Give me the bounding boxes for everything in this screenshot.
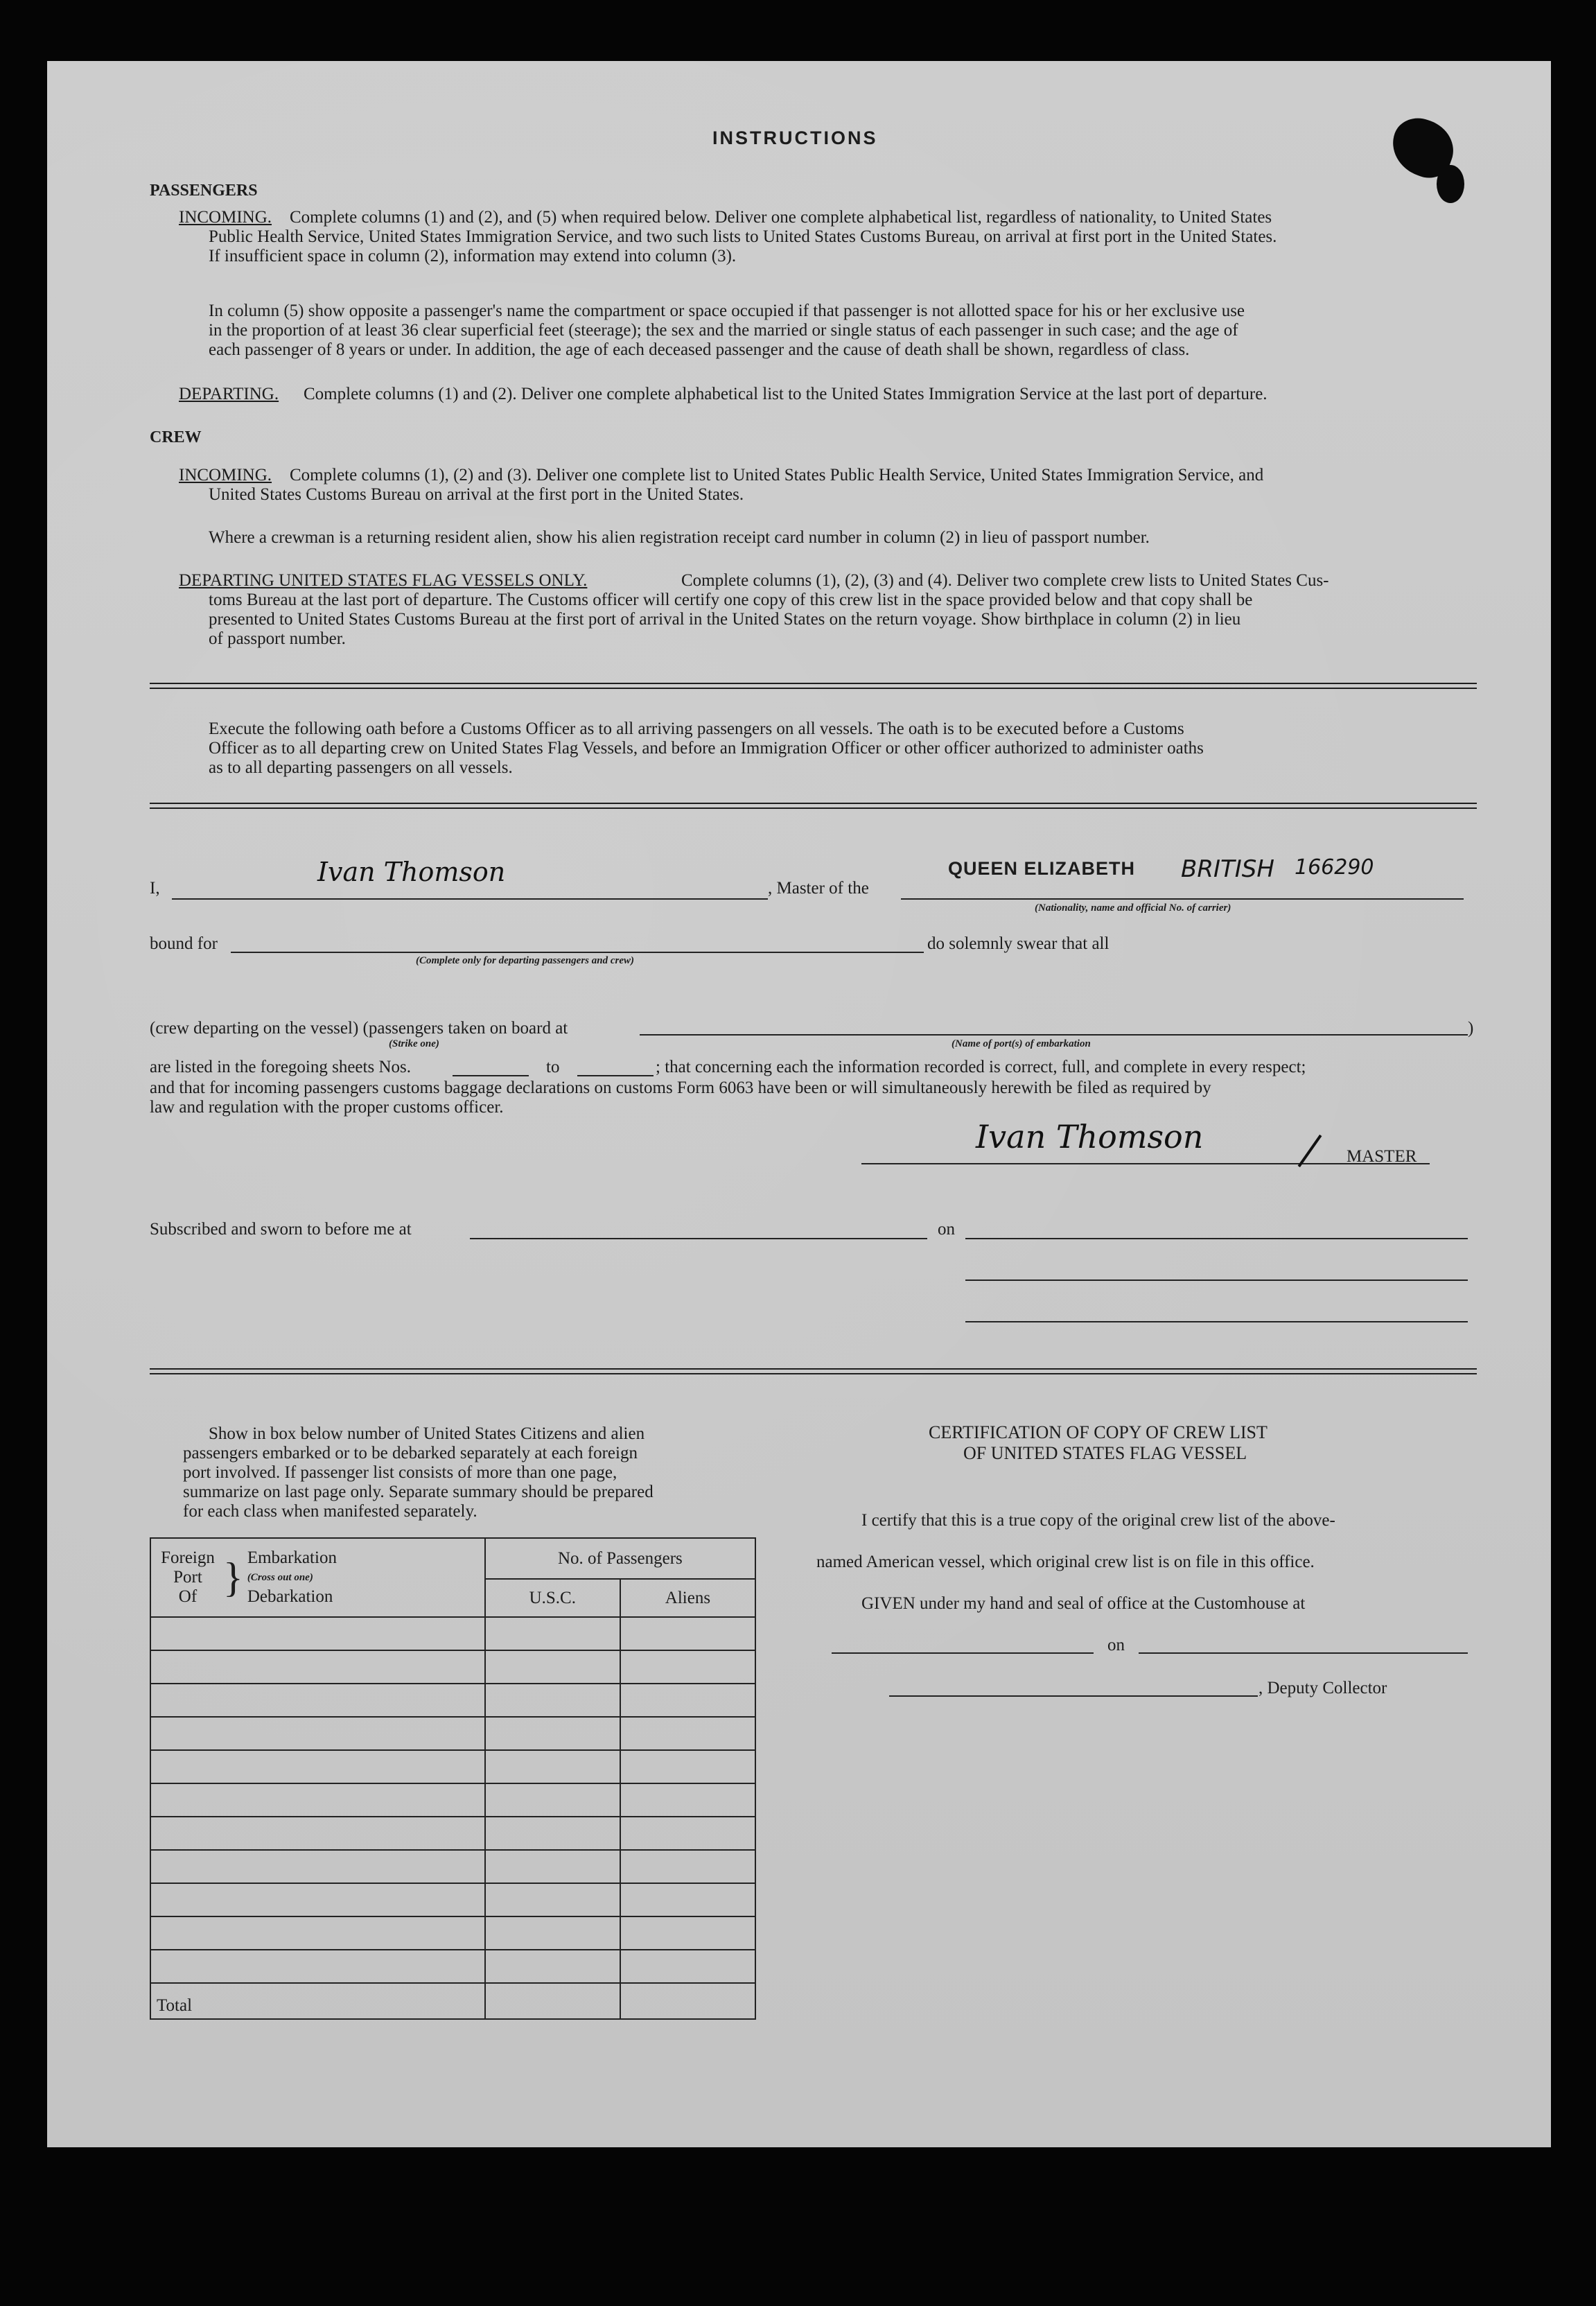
subscribed-label: Subscribed and sworn to before me at [150, 1220, 412, 1239]
table-row [150, 1684, 755, 1717]
summary-header-port [150, 1538, 485, 1617]
col-debarkation: Debarkation [247, 1587, 333, 1606]
section-divider-1 [150, 683, 1477, 689]
table-row [150, 1883, 755, 1916]
brace: } [223, 1555, 243, 1600]
crew-departing-line-3: presented to United States Customs Bureau at the first port of arrival in the United States on the return voyage. Show birthplace in column (2) in lieu [209, 610, 1241, 629]
certification-date-field-line [1139, 1652, 1468, 1654]
port-caption: (Name of port(s) of embarkation [952, 1038, 1091, 1049]
officer-signature-line-1 [965, 1279, 1468, 1281]
subscribed-date-field-line [965, 1238, 1468, 1239]
sheets-rest: ; that concerning each the information recorded is correct, full, and complete in every respect; [656, 1058, 1306, 1076]
crew-resident-alien: Where a crewman is a returning resident alien, show his alien registration receipt card number in column (2) in lieu of passport number. [209, 528, 1150, 547]
passengers-incoming-line-2: Public Health Service, United States Immigration Service, and two such lists to United States Customs Bureau, on arrival at first port in the United States. [209, 227, 1277, 246]
column5-line-3: each passenger of 8 years or under. In addition, the age of each deceased passenger and the cause of death shall be shown, regardless of class. [209, 340, 1190, 359]
bound-for-field-line [231, 952, 924, 953]
oath-master-of-label: , Master of the [768, 879, 869, 898]
passengers-departing-text: Complete columns (1) and (2). Deliver one complete alphabetical list to the United States Immigration Service at the last port of departure. [304, 385, 1268, 403]
crew-departing-line-1: Complete columns (1), (2), (3) and (4). Deliver two complete crew lists to United States Cus- [681, 571, 1329, 590]
master-signature-2: Ivan Thomson [976, 1118, 1204, 1155]
master-signature-1: Ivan Thomson [317, 857, 506, 887]
sheets-label: are listed in the foregoing sheets Nos. [150, 1058, 411, 1076]
summary-instruction-line-5: for each class when manifested separately. [183, 1502, 477, 1521]
oath-line-3: law and regulation with the proper customs officer. [150, 1098, 504, 1117]
certification-heading-1: CERTIFICATION OF COPY OF CREW LIST [929, 1422, 1268, 1442]
vessel-official-number: 166290 [1295, 855, 1374, 880]
passengers-incoming-line-1: Complete columns (1) and (2), and (5) when required below. Deliver one complete alphabetical list, regardless of nationality, to United States [290, 208, 1272, 227]
officer-signature-line-2 [965, 1321, 1468, 1322]
table-row [150, 1750, 755, 1783]
passengers-incoming-line-3: If insufficient space in column (2), information may extend into column (3). [209, 247, 737, 265]
passengers-heading: PASSENGERS [150, 182, 258, 200]
summary-instruction-line-3: port involved. If passenger list consists of more than one page, [183, 1463, 617, 1482]
strike-caption: (Strike one) [389, 1038, 439, 1049]
crew-incoming-label: INCOMING. [179, 466, 272, 484]
col-no-of-passengers: No. of Passengers [485, 1538, 755, 1579]
oath-instruction-line-1: Execute the following oath before a Customs Officer as to all arriving passengers on all vessels. The oath is to be executed before a Customs [209, 719, 1184, 738]
table-row [150, 1950, 755, 1983]
vessel-field-line [901, 898, 1464, 900]
col-usc: U.S.C. [485, 1579, 620, 1617]
col-embarkation: Embarkation [247, 1548, 337, 1567]
oath-line-2: and that for incoming passengers customs baggage declarations on customs Form 6063 have been or will simultaneously herewith be filed as required by [150, 1078, 1211, 1097]
document-page [47, 61, 1551, 2147]
table-row [150, 1783, 755, 1817]
port-field-line [640, 1034, 1468, 1036]
col-of: Of [178, 1587, 198, 1606]
sheets-from-field-line [453, 1075, 529, 1076]
summary-instruction-line-2: passengers embarked or to be debarked separately at each foreign [183, 1444, 638, 1462]
crew-departing-line-4: of passport number. [209, 629, 346, 648]
certification-line-1: I certify that this is a true copy of the original crew list of the above- [861, 1511, 1335, 1530]
passenger-summary-table [150, 1537, 756, 2020]
sheets-to-field-line [577, 1075, 654, 1076]
table-row [150, 1850, 755, 1883]
carrier-caption: (Nationality, name and official No. of carrier) [1035, 902, 1231, 914]
total-row [150, 1983, 755, 2019]
col-port: Port [173, 1568, 202, 1587]
subscribed-place-field-line [470, 1238, 927, 1239]
section-divider-3 [150, 1368, 1477, 1374]
vessel-name: QUEEN ELIZABETH [948, 858, 1136, 879]
crew-heading: CREW [150, 428, 202, 446]
column5-line-1: In column (5) show opposite a passenger's name the compartment or space occupied if that passenger is not allotted space for his or her exclusive use [209, 302, 1245, 320]
certification-line-2: named American vessel, which original crew list is on file in this office. [816, 1553, 1315, 1571]
oath-instruction-line-2: Officer as to all departing crew on United States Flag Vessels, and before an Immigration Officer or other officer authorized to administer oaths [209, 739, 1204, 758]
bound-for-label: bound for [150, 934, 218, 953]
master-label: MASTER [1347, 1147, 1417, 1166]
port-close-paren: ) [1468, 1019, 1474, 1038]
crew-departing-label: DEPARTING UNITED STATES FLAG VESSELS ONLY. [179, 571, 588, 590]
vessel-nationality: BRITISH [1181, 855, 1274, 883]
crew-passengers-label: (crew departing on the vessel) (passengers taken on board at [150, 1019, 568, 1038]
certification-on-label: on [1107, 1636, 1125, 1654]
table-row [150, 1650, 755, 1684]
table-row [150, 1617, 755, 1650]
certification-heading-2: OF UNITED STATES FLAG VESSEL [963, 1443, 1247, 1463]
crew-incoming-line-1: Complete columns (1), (2) and (3). Deliver one complete list to United States Public Health Service, United States Immigration Service, and [290, 466, 1264, 484]
bound-for-caption: (Complete only for departing passengers and crew) [416, 955, 634, 966]
sheets-to-label: to [546, 1058, 560, 1076]
passengers-departing-label: DEPARTING. [179, 385, 279, 403]
master-name-field-line [172, 898, 768, 900]
crew-departing-line-2: toms Bureau at the last port of departure. The Customs officer will certify one copy of this crew list in the space provided below and that copy shall be [209, 591, 1253, 609]
col-aliens: Aliens [620, 1579, 755, 1617]
certification-line-3: GIVEN under my hand and seal of office at the Customhouse at [861, 1594, 1306, 1613]
ink-blot-small [1437, 165, 1464, 203]
subscribed-on-label: on [938, 1220, 955, 1239]
passengers-incoming-label: INCOMING. [179, 208, 272, 227]
customhouse-field-line [832, 1652, 1094, 1654]
summary-instruction-line-4: summarize on last page only. Separate summary should be prepared [183, 1483, 654, 1501]
summary-instruction-line-1: Show in box below number of United States Citizens and alien [209, 1424, 645, 1443]
deputy-signature-line [889, 1695, 1258, 1697]
oath-instruction-line-3: as to all departing passengers on all vessels. [209, 758, 513, 777]
col-foreign: Foreign [161, 1548, 215, 1567]
page-title: INSTRUCTIONS [712, 128, 878, 148]
table-row [150, 1916, 755, 1950]
oath-i-label: I, [150, 879, 160, 898]
col-cross-out: (Cross out one) [247, 1572, 313, 1583]
table-row [150, 1817, 755, 1850]
column5-line-2: in the proportion of at least 36 clear superficial feet (steerage); the sex and the married or single status of each passenger in such case; and the age of [209, 321, 1238, 340]
master-signature-line [861, 1163, 1430, 1164]
deputy-collector-label: , Deputy Collector [1259, 1679, 1387, 1697]
swear-label: do solemnly swear that all [927, 934, 1110, 953]
crew-incoming-line-2: United States Customs Bureau on arrival at the first port in the United States. [209, 485, 744, 504]
total-label: Total [150, 1983, 485, 2019]
table-row [150, 1717, 755, 1750]
section-divider-2 [150, 803, 1477, 809]
